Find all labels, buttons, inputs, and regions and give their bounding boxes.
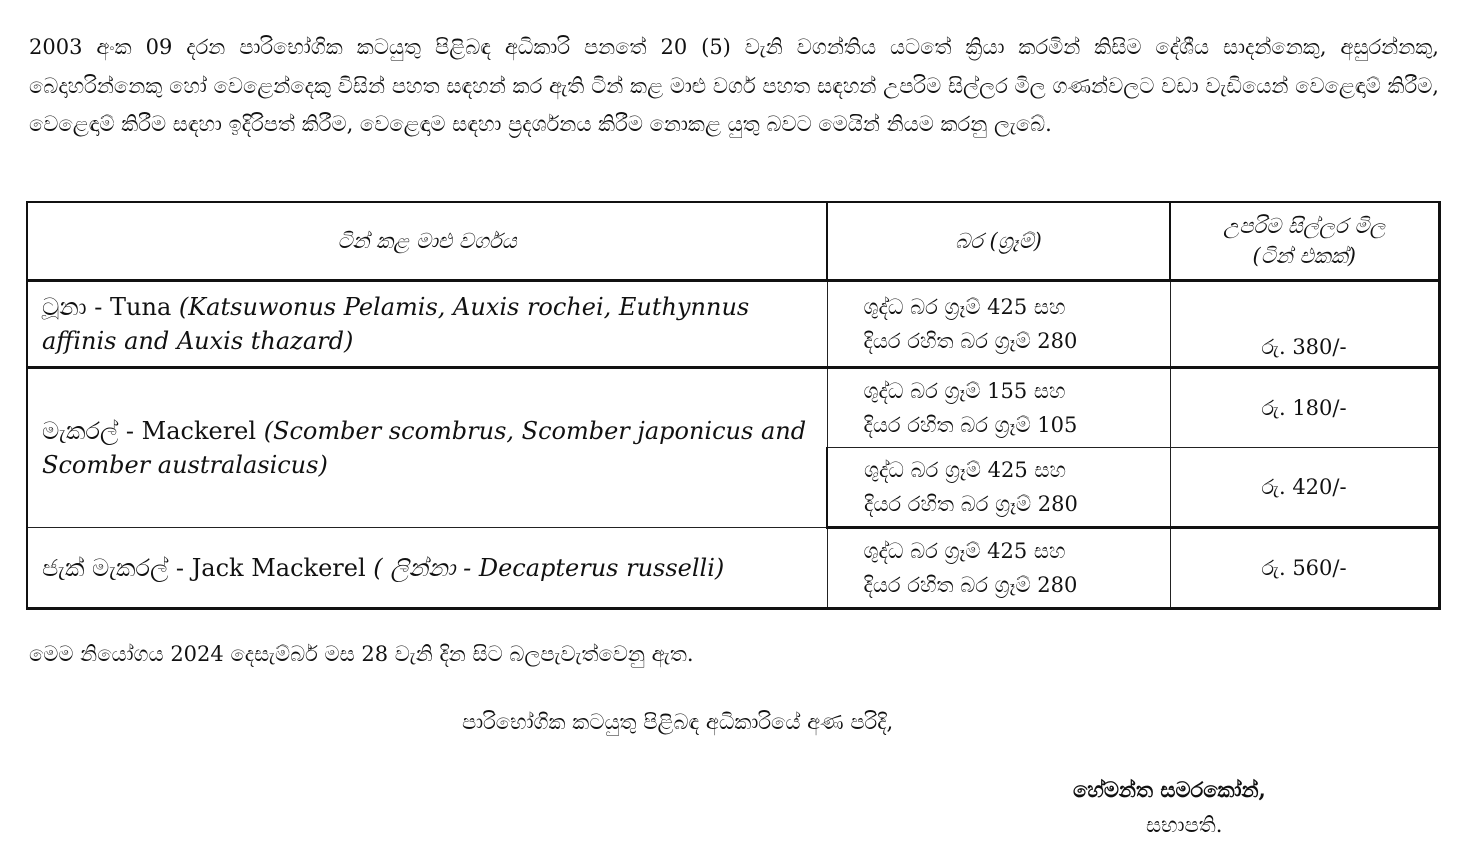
weight-cell <box>827 368 1170 448</box>
weight-cell <box>827 448 1170 528</box>
intro-paragraph: 2003 අංක 09 දරන පාරිභෝගික කටයුතු පිළිබඳ අධිකාරි පනතේ 20 (5) වැනි වගන්තිය යටතේ ක්‍රියා කරමින් කිසිම දේශීය සාදන්නෙකු, අසුරන්නකු, බෙදාහරින්නෙකු හෝ වෙළෙන්දෙකු විසින් පහත සඳහන් කර ඇති ටින් කළ මාළු වර්ග පහත සඳහන් උපරිම සිල්ලර මිල ගණන්වලට වඩා වැඩියෙන් වෙළෙඳාම් කිරීම, වෙළෙඳාම් කිරීම සඳහා ඉදිරිපත් කිරීම, වෙළෙඳාම සඳහා ප්‍රදර්ශනය කිරීම නොකළ යුතු බවට මෙයින් නියම කරනු ලැබේ. <box>29 35 1439 136</box>
fish-latin-name: (Scomber scombrus, Scomber japonicus and Scomber australasicus) <box>42 417 807 479</box>
header-max-price <box>1170 202 1439 281</box>
drained-weight: දියර රහිත බර ග්‍රෑම් 280 <box>864 492 1078 516</box>
header-weight: බර (ග්‍රෑම්) <box>827 202 1170 281</box>
price-cell: රු. 420/- <box>1170 448 1439 528</box>
table-row-tuna <box>27 281 1439 368</box>
fish-local-name: මැකරල් - <box>42 417 142 445</box>
fish-type-cell <box>27 528 827 609</box>
net-weight: ශුද්ධ බර ග්‍රෑම් 425 සහ <box>863 295 1066 319</box>
fish-english-name: Tuna <box>110 293 179 321</box>
signatory-title: සභාපති. <box>1146 813 1223 837</box>
fish-type-cell <box>27 281 827 368</box>
drained-weight: දියර රහිත බර ග්‍රෑම් 280 <box>863 573 1078 597</box>
header-max-price-line2: (ටින් එකක්) <box>1252 244 1357 268</box>
price-table <box>26 201 1441 610</box>
header-max-price-line1: උපරිම සිල්ලර මිල <box>1223 214 1386 238</box>
table-header-row <box>27 202 1439 281</box>
signatory-name: හේමන්ත සමරකෝන්, <box>1073 777 1266 802</box>
fish-local-name: ජැක් මැකරල් - <box>42 553 192 582</box>
fish-latin-name: (Katsuwonus Pelamis, Auxis rochei, Euthynnus affinis and Auxis thazard) <box>42 293 750 355</box>
drained-weight: දියර රහිත බර ග්‍රෑම් 105 <box>863 413 1078 437</box>
fish-english-name: Jack Mackerel <box>191 553 374 582</box>
weight-cell <box>827 528 1170 609</box>
price-cell: රු. 380/- <box>1170 281 1439 368</box>
fish-english-name: Mackerel <box>141 417 264 445</box>
header-fish-type: ටින් කළ මාළු වර්ගය <box>27 202 827 281</box>
price-cell: රු. 560/- <box>1170 528 1439 609</box>
table-row-mackerel <box>27 368 1439 448</box>
net-weight: ශුද්ධ බර ග්‍රෑම් 425 සහ <box>864 458 1066 482</box>
weight-cell <box>827 281 1170 368</box>
net-weight: ශුද්ධ බර ග්‍රෑම් 155 සහ <box>863 379 1066 403</box>
drained-weight: දියර රහිත බර ග්‍රෑම් 280 <box>863 329 1078 353</box>
effective-date-statement: මෙම නියෝගය 2024 දෙසැම්බර් මස 28 වැනි දින සිට බලපැවැත්වෙනු ඇත. <box>29 642 694 666</box>
price-cell: රු. 180/- <box>1170 368 1439 448</box>
table-row-jack-mackerel <box>27 528 1439 609</box>
fish-latin-name: ( ලින්නා - Decapterus russelli) <box>373 553 725 582</box>
fish-local-name: ටූනා - <box>42 293 111 321</box>
order-statement: පාරිභෝගික කටයුතු පිළිබඳ අධිකාරියේ අණ පරිදි, <box>462 710 894 734</box>
net-weight: ශුද්ධ බර ග්‍රෑම් 425 සහ <box>863 539 1066 563</box>
fish-type-cell <box>27 368 827 528</box>
